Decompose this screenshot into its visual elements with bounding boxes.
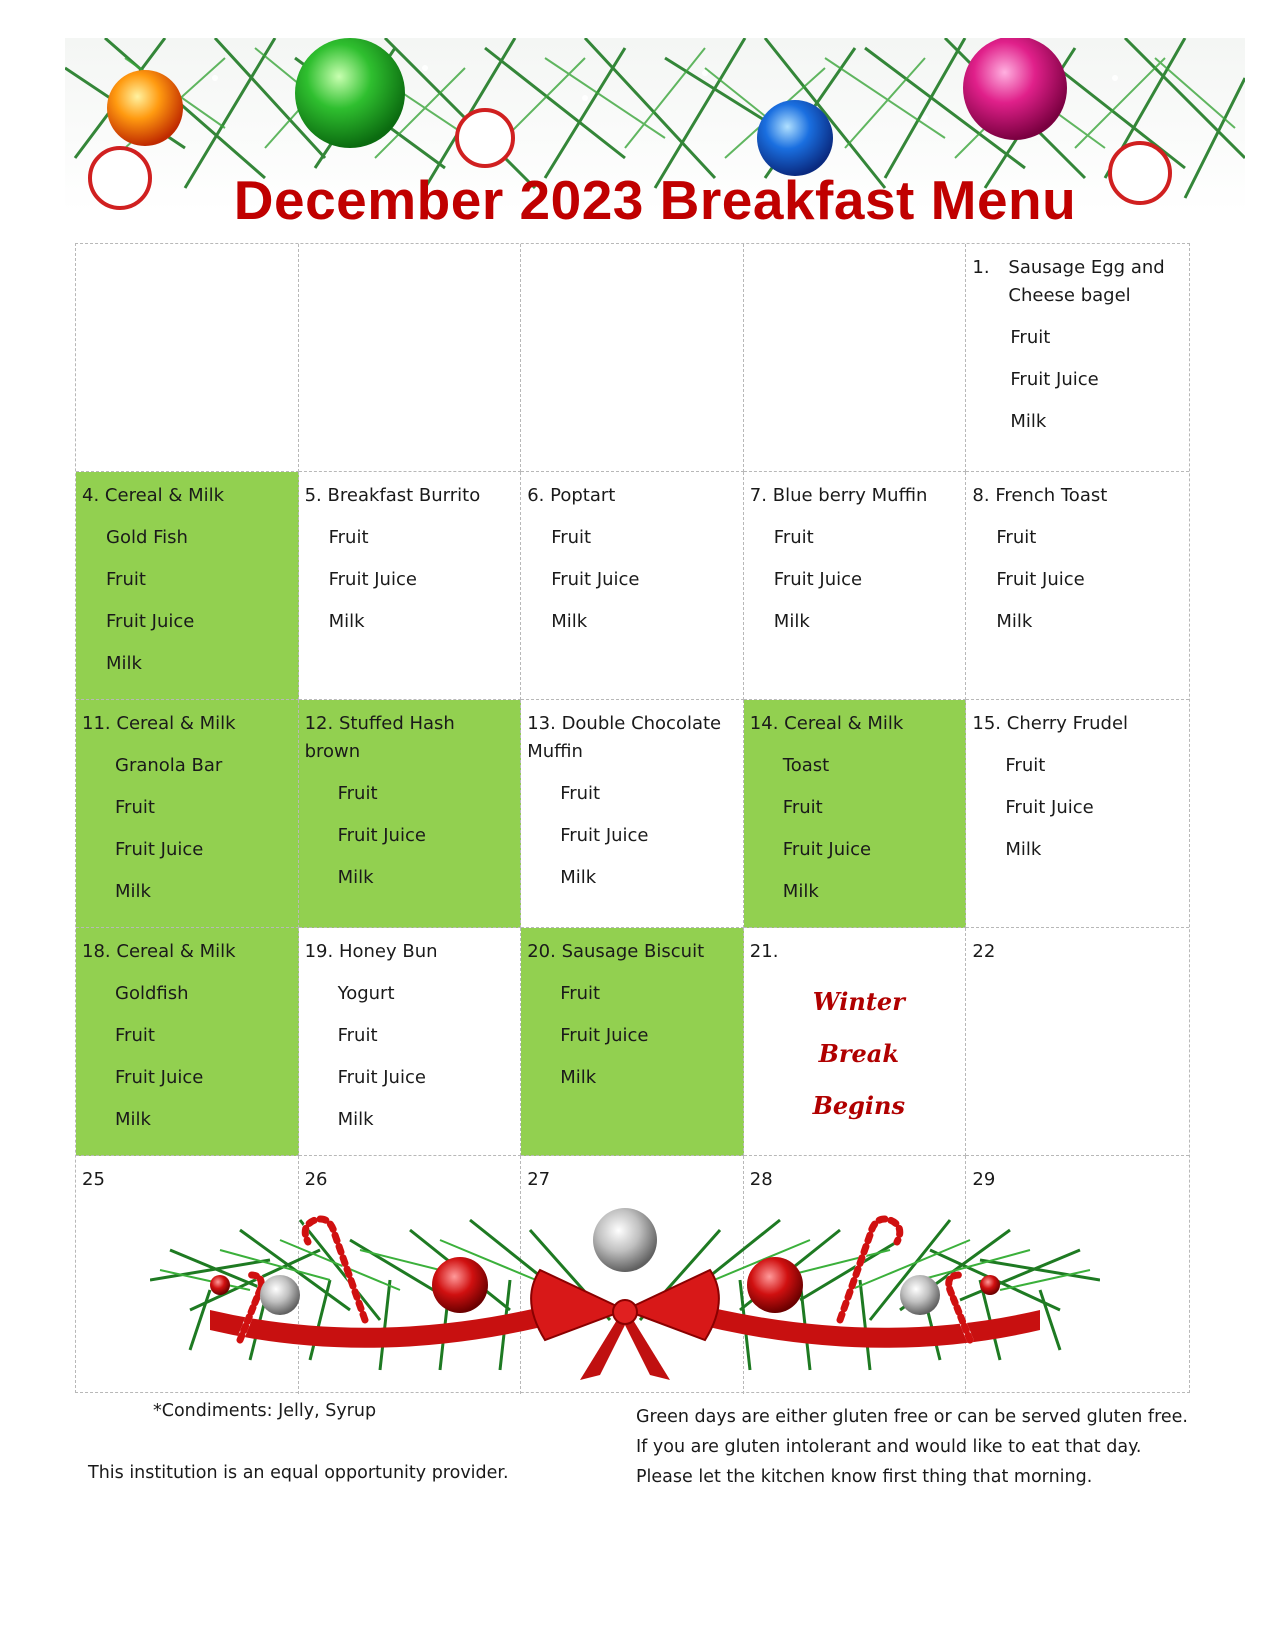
menu-item: Milk (115, 1109, 151, 1130)
menu-item: Granola Bar (115, 755, 223, 776)
calendar-cell-day-6 (521, 472, 744, 700)
menu-item: Milk (337, 867, 374, 888)
day-number: 20. (527, 941, 556, 962)
menu-item: Fruit (328, 527, 369, 548)
day-heading (82, 482, 292, 510)
menu-item: Fruit (1010, 327, 1051, 348)
calendar-cell-day-4 (76, 472, 299, 700)
menu-item: Fruit (782, 797, 823, 818)
menu-item: Fruit (1005, 755, 1046, 776)
day-entree: Cereal & Milk (116, 713, 236, 734)
day-number: 12. (304, 713, 334, 734)
menu-item: Fruit (106, 569, 146, 590)
calendar-cell-empty (521, 244, 744, 472)
day-entree: Cherry Frudel (1006, 713, 1129, 734)
menu-item: Milk (782, 881, 819, 902)
day-heading (972, 710, 1183, 738)
menu-item: Yogurt (337, 983, 395, 1004)
day-heading (527, 482, 737, 510)
menu-item: Fruit (560, 983, 601, 1004)
menu-item: Fruit Juice (773, 569, 863, 590)
day-number: 27 (527, 1169, 551, 1190)
day-heading (750, 482, 960, 510)
menu-item: Fruit Juice (1010, 369, 1099, 390)
menu-item: Fruit (551, 527, 592, 548)
winter-break-note (804, 976, 914, 1132)
menu-item: Fruit Juice (996, 569, 1085, 590)
menu-item: Milk (115, 881, 151, 902)
menu-item: Gold Fish (106, 527, 188, 548)
calendar-cell-empty (76, 244, 299, 472)
menu-item: Milk (1005, 839, 1042, 860)
day-number: 7. (749, 485, 767, 506)
calendar-cell-day-19 (299, 928, 522, 1156)
calendar-cell-day-20 (521, 928, 744, 1156)
winter-break-line: Begins (812, 1091, 905, 1120)
day-heading (82, 710, 292, 738)
day-number: 6. (527, 485, 545, 506)
day-number: 11. (82, 713, 111, 734)
day-entree: Sausage Egg and Cheese bagel (1008, 257, 1165, 306)
menu-item: Milk (551, 611, 588, 632)
gluten-free-note: Green days are either gluten free or can be served gluten free. If you are gluten intolerant and would like to eat that day. Please let the kitchen know first thing that morning. (636, 1407, 1188, 1487)
menu-item: Fruit Juice (551, 569, 640, 590)
menu-item: Fruit (115, 797, 155, 818)
day-number: 5. (304, 485, 322, 506)
garland-decoration (150, 1190, 1100, 1390)
equal-opportunity-statement: This institution is an equal opportunity provider. (88, 1463, 509, 1483)
day-heading (972, 482, 1183, 510)
menu-item: Milk (328, 611, 365, 632)
day-number: 13. (527, 713, 556, 734)
menu-item: Fruit (773, 527, 814, 548)
menu-item: Fruit Juice (115, 839, 204, 860)
menu-item: Goldfish (115, 983, 189, 1004)
day-number: 1. (972, 257, 990, 278)
day-number: 18. (82, 941, 111, 962)
menu-item: Toast (782, 755, 830, 776)
day-heading (82, 938, 292, 966)
menu-item: Fruit (337, 1025, 378, 1046)
day-number: 15. (972, 713, 1002, 734)
day-number: 26 (304, 1169, 328, 1190)
day-entree: Cereal & Milk (116, 941, 236, 962)
day-number: 22 (972, 941, 996, 962)
calendar-cell-day-21 (744, 928, 967, 1156)
menu-item: Fruit (560, 783, 601, 804)
calendar-cell-day-5 (299, 472, 522, 700)
day-entree: Poptart (550, 485, 616, 506)
winter-break-line: Break (818, 1039, 899, 1068)
calendar-cell-day-15 (966, 700, 1189, 928)
day-heading (305, 710, 515, 766)
menu-item: Fruit Juice (1005, 797, 1094, 818)
calendar-cell-day-7 (744, 472, 967, 700)
menu-item: Milk (337, 1109, 374, 1130)
calendar-cell-day-18 (76, 928, 299, 1156)
day-heading (527, 938, 737, 966)
condiments-note: *Condiments: Jelly, Syrup (153, 1401, 377, 1421)
menu-item: Fruit Juice (328, 569, 417, 590)
menu-item: Fruit (337, 783, 378, 804)
menu-item: Fruit (996, 527, 1037, 548)
menu-item: Fruit Juice (115, 1067, 204, 1088)
day-entree: Blue berry Muffin (772, 485, 928, 506)
menu-item: Fruit Juice (782, 839, 872, 860)
page-title: December 2023 Breakfast Menu (233, 169, 1077, 231)
christmas-garland-bow-icon (150, 1190, 1100, 1390)
menu-item: Milk (773, 611, 810, 632)
day-heading (305, 938, 515, 966)
day-number: 25 (82, 1169, 105, 1190)
calendar-cell-day-13 (521, 700, 744, 928)
menu-item: Fruit Juice (337, 1067, 426, 1088)
day-entree: Honey Bun (338, 941, 438, 962)
calendar-cell-day-1 (966, 244, 1189, 472)
day-heading (527, 710, 737, 766)
menu-item: Fruit Juice (560, 1025, 649, 1046)
day-number: 8. (972, 485, 990, 506)
day-entree: Sausage Biscuit (561, 941, 705, 962)
menu-item: Fruit Juice (337, 825, 426, 846)
day-entree: French Toast (995, 485, 1108, 506)
day-entree: Stuffed Hash brown (304, 713, 455, 762)
day-entree: Cereal & Milk (784, 713, 904, 734)
calendar-cell-day-12 (299, 700, 522, 928)
calendar-cell-empty (299, 244, 522, 472)
calendar-cell-empty (744, 244, 967, 472)
menu-item: Milk (560, 867, 597, 888)
calendar-cell-day-11 (76, 700, 299, 928)
day-number: 19. (304, 941, 334, 962)
day-entree: Double Chocolate Muffin (527, 713, 722, 762)
day-number: 4. (82, 485, 100, 506)
calendar-cell-day-22 (966, 928, 1189, 1156)
calendar-cell-day-8 (966, 472, 1189, 700)
menu-item: Milk (1010, 411, 1047, 432)
day-entree: Breakfast Burrito (327, 485, 481, 506)
menu-item: Fruit Juice (106, 611, 195, 632)
menu-item: Fruit Juice (560, 825, 649, 846)
menu-item: Fruit (115, 1025, 155, 1046)
day-entree: Cereal & Milk (104, 485, 225, 506)
calendar-cell-day-14 (744, 700, 967, 928)
menu-item: Milk (996, 611, 1033, 632)
day-number: 21. (749, 941, 779, 962)
day-number: 14. (749, 713, 779, 734)
day-heading (750, 710, 960, 738)
menu-item: Milk (106, 653, 142, 674)
winter-break-line: Winter (812, 987, 905, 1016)
day-heading (305, 482, 515, 510)
day-number: 28 (749, 1169, 773, 1190)
day-number: 29 (972, 1169, 996, 1190)
menu-item: Milk (560, 1067, 597, 1088)
